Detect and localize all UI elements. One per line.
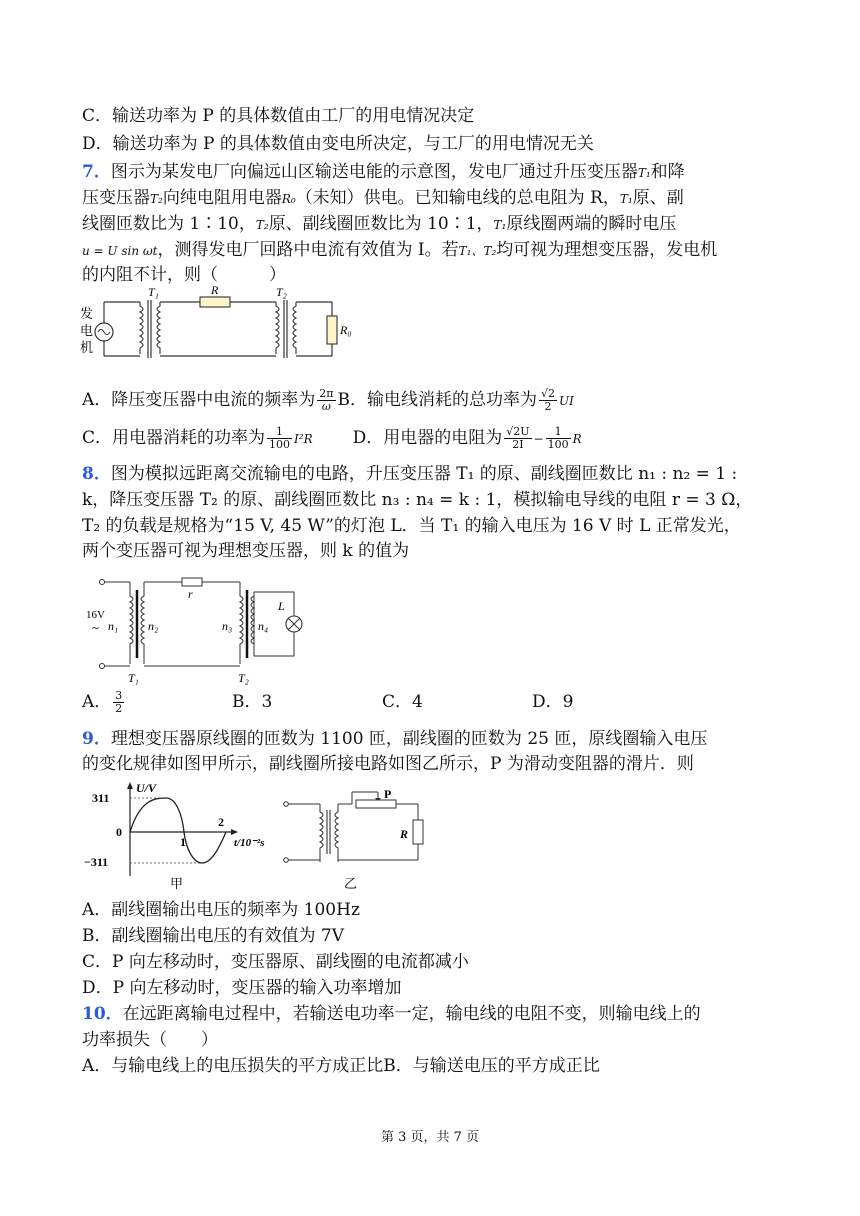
q9-option-c: C．P 向左移动时，变压器原、副线圈的电流都减小 (82, 952, 469, 972)
x-tick-2: 2 (218, 815, 224, 829)
q8-number: 8． (82, 464, 111, 484)
simulated-transmission-circuit (84, 572, 314, 688)
generator-label-1: 发 (80, 306, 94, 321)
option-c-line: C．输送功率为 P 的具体数值由工厂的用电情况决定 (82, 106, 475, 126)
consumption-tail: I²R (294, 432, 313, 446)
y-tick-neg311: −311 (84, 855, 109, 869)
sine-curve (130, 798, 226, 863)
n4-label: n₄ (258, 619, 269, 633)
slider-p-label: P (384, 787, 392, 801)
q7-line-3 (82, 212, 676, 237)
t1-symbol-2: T₁ (619, 192, 633, 206)
t2-label-fig8: T₂ (238, 671, 249, 685)
power-fraction: $\frac{√2}{2}$ (541, 387, 556, 413)
q7-text-d1: ，测得发电厂回路中电流有效值为 I。若 (157, 240, 459, 260)
q10-text-a: 在远距离输电过程中，若输送电功率一定，输电线的电阻不变，则输电线上的 (122, 1004, 701, 1024)
q8-line-1 (82, 462, 737, 486)
q8-line-3: T₂ 的负载是规格为“15 V, 45 W”的灯泡 L．当 T₁ 的输入电压为 16 V 时 L 正常发光， (82, 516, 741, 536)
load-resistor-r0 (327, 316, 337, 344)
page-footer: 第 3 页，共 7 页 (380, 1130, 480, 1145)
q8-text-a: 图为模拟远距离交流输电的电路，升压变压器 T₁ 的原、副线圈匝数比 n₁ : n₂ = 1 : (110, 464, 738, 484)
q7-text-a2: 和降 (650, 162, 685, 182)
q7-line-1 (82, 160, 685, 185)
n3-label: n₃ (222, 619, 233, 633)
t1-t2-symbols: T₁、T₂ (458, 244, 497, 258)
q7-text-d2: 均可视为理想变压器，发电机 (496, 240, 718, 260)
q7-text-b4: 原、副 (632, 188, 684, 208)
q10-option-a: A．与输电线上的电压损失的平方成正比 (82, 1056, 384, 1076)
q7-options-ab (82, 388, 574, 413)
q9-option-d: D．P 向左移动时，变压器的输入功率增加 (82, 978, 402, 998)
power-tail: UI (559, 394, 574, 408)
input-voltage-label: 16V (86, 609, 105, 621)
resistance-fraction-2: $\frac{1}{100}$ (547, 425, 569, 451)
q7-options-cd (82, 426, 582, 451)
q8-a-fraction: $\frac{3}{2}$ (115, 689, 123, 715)
r-label-fig8: r (188, 587, 193, 601)
q7-line-5: 的内阻不计，则（ ） (82, 265, 286, 285)
q8-line-2: k，降压变压器 T₂ 的原、副线圈匝数比 n₃ : n₄ = k : 1，模拟输电导线的电阻 r = 3 Ω， (82, 490, 753, 510)
lamp-label: L (278, 599, 285, 613)
t1-primary-coil (140, 302, 143, 354)
t2-primary-coil (276, 302, 279, 354)
y-tick-311: 311 (92, 791, 110, 805)
q10-options-ab (82, 1054, 600, 1078)
y-tick-0: 0 (116, 825, 122, 839)
q7-option-a: A．降压变压器中电流的频率为 (82, 390, 316, 410)
frequency-fraction: $\frac{2\pi}{\omega}$ (319, 387, 334, 413)
line-resistor-r (200, 297, 230, 307)
q8-option-a: A． (82, 692, 112, 712)
q7-line-2 (82, 186, 684, 211)
caption-yi: 乙 (344, 876, 358, 891)
q7-text-c3: 原线圈两端的瞬时电压 (506, 214, 677, 234)
generator-label-3: 机 (80, 340, 94, 355)
q8-option-b: B．3 (232, 692, 273, 712)
q7-text-c1: 线圈匝数比为 1∶10， (82, 214, 256, 234)
q7-text-b2: 向纯电阻用电器 (162, 188, 282, 208)
q7-text-c2: 原、副线圈匝数比为 10∶1， (268, 214, 494, 234)
wire-resistor-r (182, 578, 202, 586)
minus-sign: − (533, 432, 544, 446)
t2-symbol: T₂ (150, 192, 163, 206)
q9-option-a: A．副线圈输出电压的频率为 100Hz (82, 900, 360, 920)
q9-number: 9． (82, 729, 111, 749)
r0-symbol: R₀ (281, 192, 296, 206)
q9-line-1 (82, 727, 707, 751)
q7-text-b3: （未知）供电。已知输电线的总电阻为 R， (295, 188, 620, 208)
t1-symbol-3: T₁ (493, 218, 507, 232)
t1-symbol: T₁ (637, 166, 651, 180)
t2-symbol-2: T₂ (255, 218, 269, 232)
q10-line-2: 功率损失（ ） (82, 1030, 218, 1050)
generator-label-2: 电 (80, 323, 94, 338)
q7-option-d: D．用电器的电阻为 (352, 428, 503, 448)
q10-option-b: B．与输送电压的平方成正比 (383, 1056, 600, 1076)
secondary-circuit-diagram (282, 786, 442, 892)
voltage-expression: u = U sin ωt (82, 244, 158, 258)
q10-number: 10． (82, 1004, 123, 1024)
q7-number: 7． (82, 162, 111, 182)
ac-wave-icon (98, 330, 110, 335)
caption-jia: 甲 (170, 876, 184, 891)
q7-text-a: 图示为某发电厂向偏远山区输送电能的示意图，发电厂通过升压变压器 (110, 162, 638, 182)
x-tick-1: 1 (180, 835, 186, 849)
ac-symbol: ~ (92, 620, 100, 635)
q8-option-d: D．9 (532, 692, 574, 712)
q7-option-c: C．用电器消耗的功率为 (82, 428, 266, 448)
q9-option-b: B．副线圈输出电压的有效值为 7V (82, 926, 344, 946)
y-axis-label: U/V (136, 781, 157, 795)
q10-line-1 (82, 1002, 701, 1026)
option-d-line: D．输送功率为 P 的具体数值由变电所决定，与工厂的用电情况无关 (82, 134, 594, 154)
n2-label: n₂ (148, 619, 159, 633)
r-label: R (211, 286, 219, 297)
consumption-fraction: $\frac{1}{100}$ (269, 425, 291, 451)
q8-line-4: 两个变压器可视为理想变压器，则 k 的值为 (82, 541, 410, 561)
transmission-diagram (80, 286, 380, 364)
x-axis-label: t/10⁻²s (234, 837, 265, 849)
t2-label: T₂ (276, 286, 287, 299)
t1-secondary-coil (157, 302, 160, 354)
n1-label: n₁ (108, 619, 119, 633)
resistance-fraction-1: $\frac{√2U}{2I}$ (506, 425, 530, 451)
t1-label-fig8: T₁ (128, 671, 139, 685)
q8-options (82, 690, 702, 715)
voltage-waveform-graph (84, 780, 280, 892)
q7-line-4 (82, 238, 717, 263)
q8-option-c: C．4 (382, 692, 423, 712)
q7-text-b1: 压变压器 (82, 188, 150, 208)
q7-option-b: B．输电线消耗的总功率为 (337, 390, 538, 410)
r0-label: R₀ (340, 323, 352, 337)
slider-rheostat (356, 800, 396, 808)
resistor-label: R (400, 827, 409, 841)
t1-label: T₁ (148, 286, 159, 299)
t2-secondary-coil (293, 302, 296, 354)
resistance-tail: R (572, 432, 582, 446)
q9-line-2: 的变化规律如图甲所示，副线圈所接电路如图乙所示，P 为滑动变阻器的滑片．则 (82, 754, 694, 774)
resistor-r (413, 820, 423, 844)
q9-text-a: 理想变压器原线圈的匝数为 1100 匝，副线圈的匝数为 25 匝，原线圈输入电压 (110, 729, 708, 749)
